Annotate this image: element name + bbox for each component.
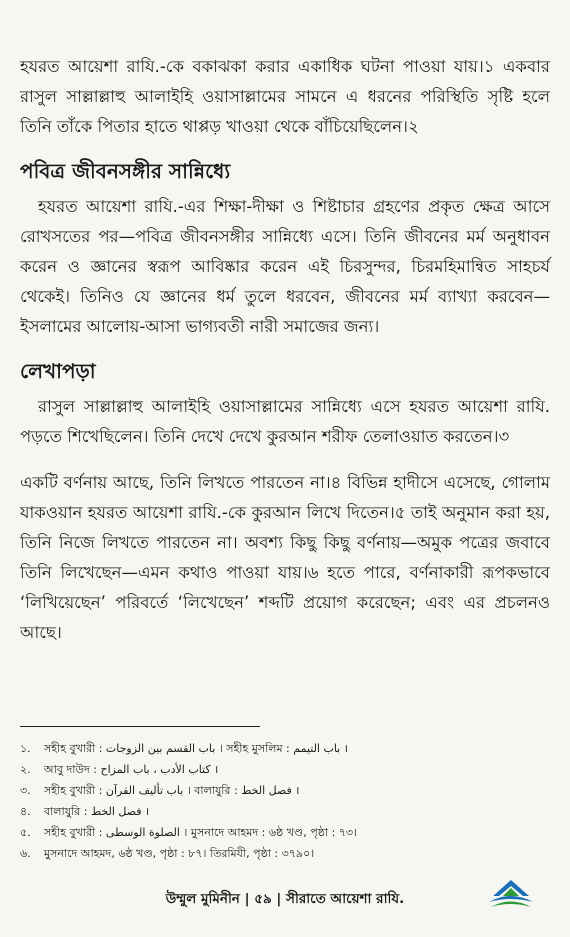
footnote-divider <box>20 726 260 727</box>
footnote-5: ৫. সহীহ বুখারী : الصلوة الوسطى । মুসনাদে আহমদ : ৬ষ্ঠ খণ্ড, পৃষ্ঠা : ৭৩। <box>20 826 358 839</box>
publisher-logo-icon <box>483 876 539 914</box>
footnote-6: ৬. মুসনাদে আহমদ, ৬ষ্ঠ খণ্ড, পৃষ্ঠা : ৮৭। তিরমিযী, পৃষ্ঠা : ৩৭৯০। <box>20 847 315 860</box>
footnote-4: ৪. বালাযুরি : فصل الخط । <box>20 805 150 818</box>
paragraph-writing: একটি বর্ণনায় আছে, তিনি লিখতে পারতেন না।৪ বিভিন্ন হাদীসে এসেছে, গোলাম যাকওয়ান হযরত আয়েশা রাযি.-কে কুরআন লিখে দিতেন।৫ তাই অনুমান করা হয়, তিনি নিজে লিখতে পারতেন না। অবশ্য কিছু কিছু বর্ণনায়—অমুক পত্রের জবাবে তিনি লিখেছেন—এমন কথাও পাওয়া যায়।৬ হতে পারে, বর্ণনাকারী রূপকভাবে ‘লিখিয়েছেন’ পরিবর্তে ‘লিখেছেন’ শব্দটি প্রয়োগ করেছেন; এবং এর প্রচলনও আছে। <box>20 473 550 642</box>
footnotes <box>20 738 550 864</box>
footnote-2: ২. আবু দাউদ : كتاب الأدب ، باب المزاح । <box>20 763 219 776</box>
paragraph-intro: হযরত আয়েশা রাযি.-কে বকাঝকা করার একাধিক ঘটনা পাওয়া যায়।১ একবার রাসুল সাল্লাল্লাহু আলাইহি ওয়াসাল্লামের সামনে এ ধরনের পরিস্থিতি সৃষ্টি হলে তিনি তাঁকে পিতার হাতে থাপ্পড় খাওয়া থেকে বাঁচিয়েছিলেন।২ <box>20 57 550 136</box>
section-heading-literacy: লেখাপড়া <box>20 359 96 383</box>
page-body <box>20 52 550 648</box>
section-heading-companionship: পবিত্র জীবনসঙ্গীর সান্নিধ্যে <box>20 159 231 183</box>
paragraph-companionship: হযরত আয়েশা রাযি.-এর শিক্ষা-দীক্ষা ও শিষ্টাচার গ্রহণের প্রকৃত ক্ষেত্র আসে রোখসতের পর—পবিত্র জীবনসঙ্গীর সান্নিধ্যে এসে। তিনি জীবনের মর্ম অনুধাবন করেন ও জ্ঞানের স্বরূপ আবিষ্কার করেন এই চিরসুন্দর, চিরমহিমান্বিত সাহচর্য থেকেই। তিনিও যে জ্ঞানের ধর্ম তুলে ধরবেন, জীবনের মর্ম ব্যাখ্যা করবেন—ইসলামের আলোয়-আসা ভাগ্যবতী নারী সমাজের জন্য। <box>20 197 550 336</box>
running-footer: উম্মুল মুমিনীন | ৫৯ | সীরাতে আয়েশা রাযি. <box>165 891 405 907</box>
footnote-1: ১. সহীহ বুখারী : باب القسم بين الزوجات । সহীহ মুসলিম : باب التيمم । <box>20 742 348 755</box>
footnote-3: ৩. সহীহ বুখারী : باب تأليف القرآن । বালাযুরি : فصل الخط । <box>20 784 300 797</box>
paragraph-reading: রাসুল সাল্লাল্লাহু আলাইহি ওয়াসাল্লামের সান্নিধ্যে এসে হযরত আয়েশা রাযি. পড়তে শিখেছিলেন। তিনি দেখে দেখে কুরআন শরীফ তেলাওয়াত করতেন।৩ <box>20 397 550 446</box>
